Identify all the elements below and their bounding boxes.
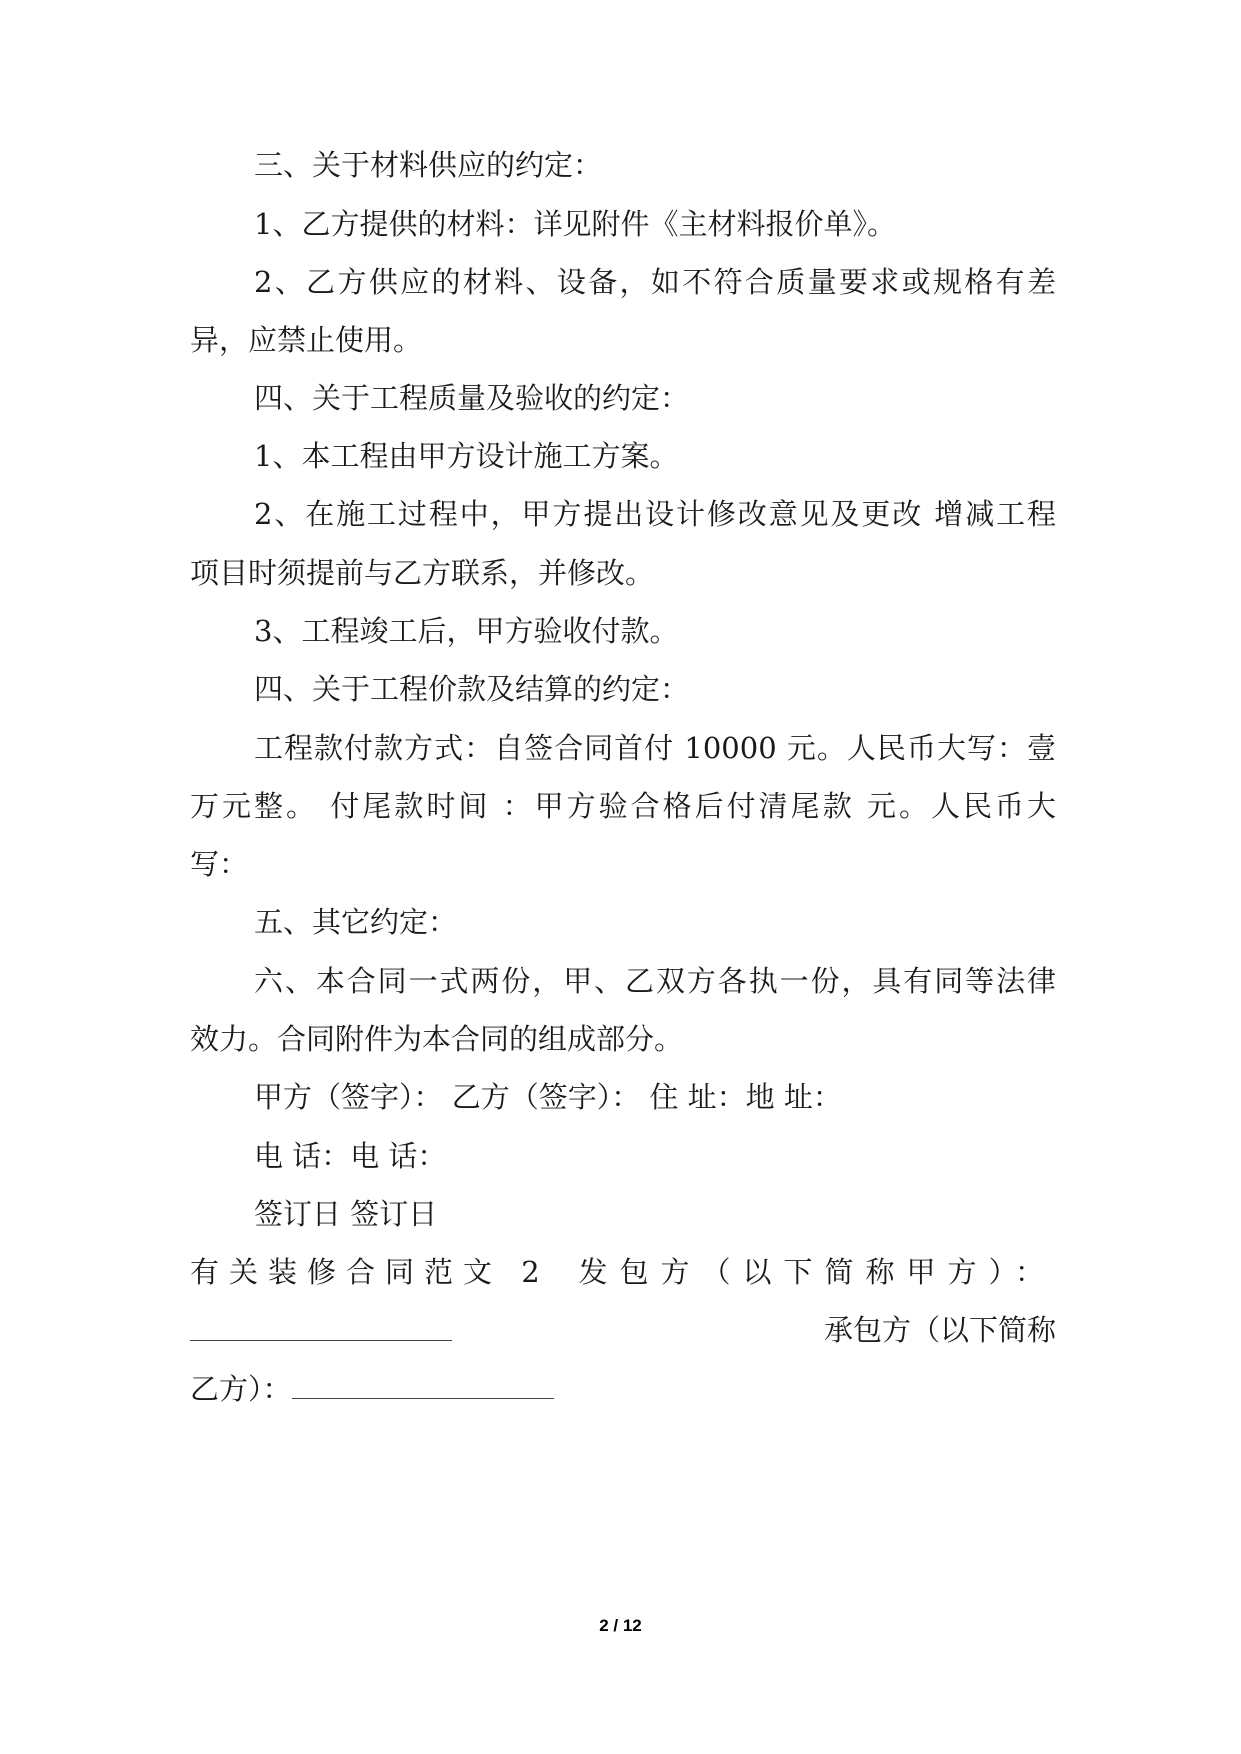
party-b-line <box>190 1368 1056 1409</box>
party-b-label-line-1: 承包方（以下简称 <box>823 1313 1056 1347</box>
payment-line-2: 万元整。 付尾款时间 ：甲方验合格后付清尾款 元。人民币大 <box>190 789 1056 823</box>
section-4-title: 四、关于工程质量及验收的约定： <box>254 381 690 415</box>
payment-line-1: 工程款付款方式：自签合同首付 10000 元。人民币大写：壹 <box>254 731 1056 765</box>
party-b-label-line-2: 乙方）： <box>190 1372 292 1406</box>
page-number: 2 / 12 <box>599 1616 642 1635</box>
section-6-line-1: 六、本合同一式两份，甲、乙双方各执一份，具有同等法律 <box>254 964 1056 998</box>
section-6-line-2: 效力。合同附件为本合同的组成部分。 <box>190 1022 684 1056</box>
sign-date-line: 签订日 签订日 <box>254 1197 438 1231</box>
section-3-item-2-line-1: 2、乙方供应的材料、设备，如不符合质量要求或规格有差 <box>254 265 1056 299</box>
phone-line: 电 话：电 话： <box>254 1139 447 1173</box>
party-b-blank <box>292 1368 554 1399</box>
section-3-item-2-line-2: 异，应禁止使用。 <box>190 323 423 357</box>
section-3-item-1: 1、乙方提供的材料：详见附件《主材料报价单》。 <box>254 207 896 241</box>
signature-line: 甲方（签字）： 乙方（签字）： 住 址：地 址： <box>254 1080 842 1114</box>
section-4-item-2-line-2: 项目时须提前与乙方联系，并修改。 <box>190 556 655 590</box>
contract-2-title: 有关装修合同范文 2 <box>190 1255 550 1289</box>
party-a-label: 发包方（以下简称甲方）： <box>578 1255 1056 1289</box>
section-5-title: 五、其它约定： <box>254 905 458 939</box>
section-4-item-1: 1、本工程由甲方设计施工方案。 <box>254 439 679 473</box>
payment-line-3: 写： <box>190 847 249 881</box>
section-4-item-3: 3、工程竣工后，甲方验收付款。 <box>254 614 679 648</box>
section-4b-title: 四、关于工程价款及结算的约定： <box>254 672 690 706</box>
section-3-title: 三、关于材料供应的约定： <box>254 148 603 182</box>
section-4-item-2-line-1: 2、在施工过程中，甲方提出设计修改意见及更改 增减工程 <box>254 497 1056 531</box>
